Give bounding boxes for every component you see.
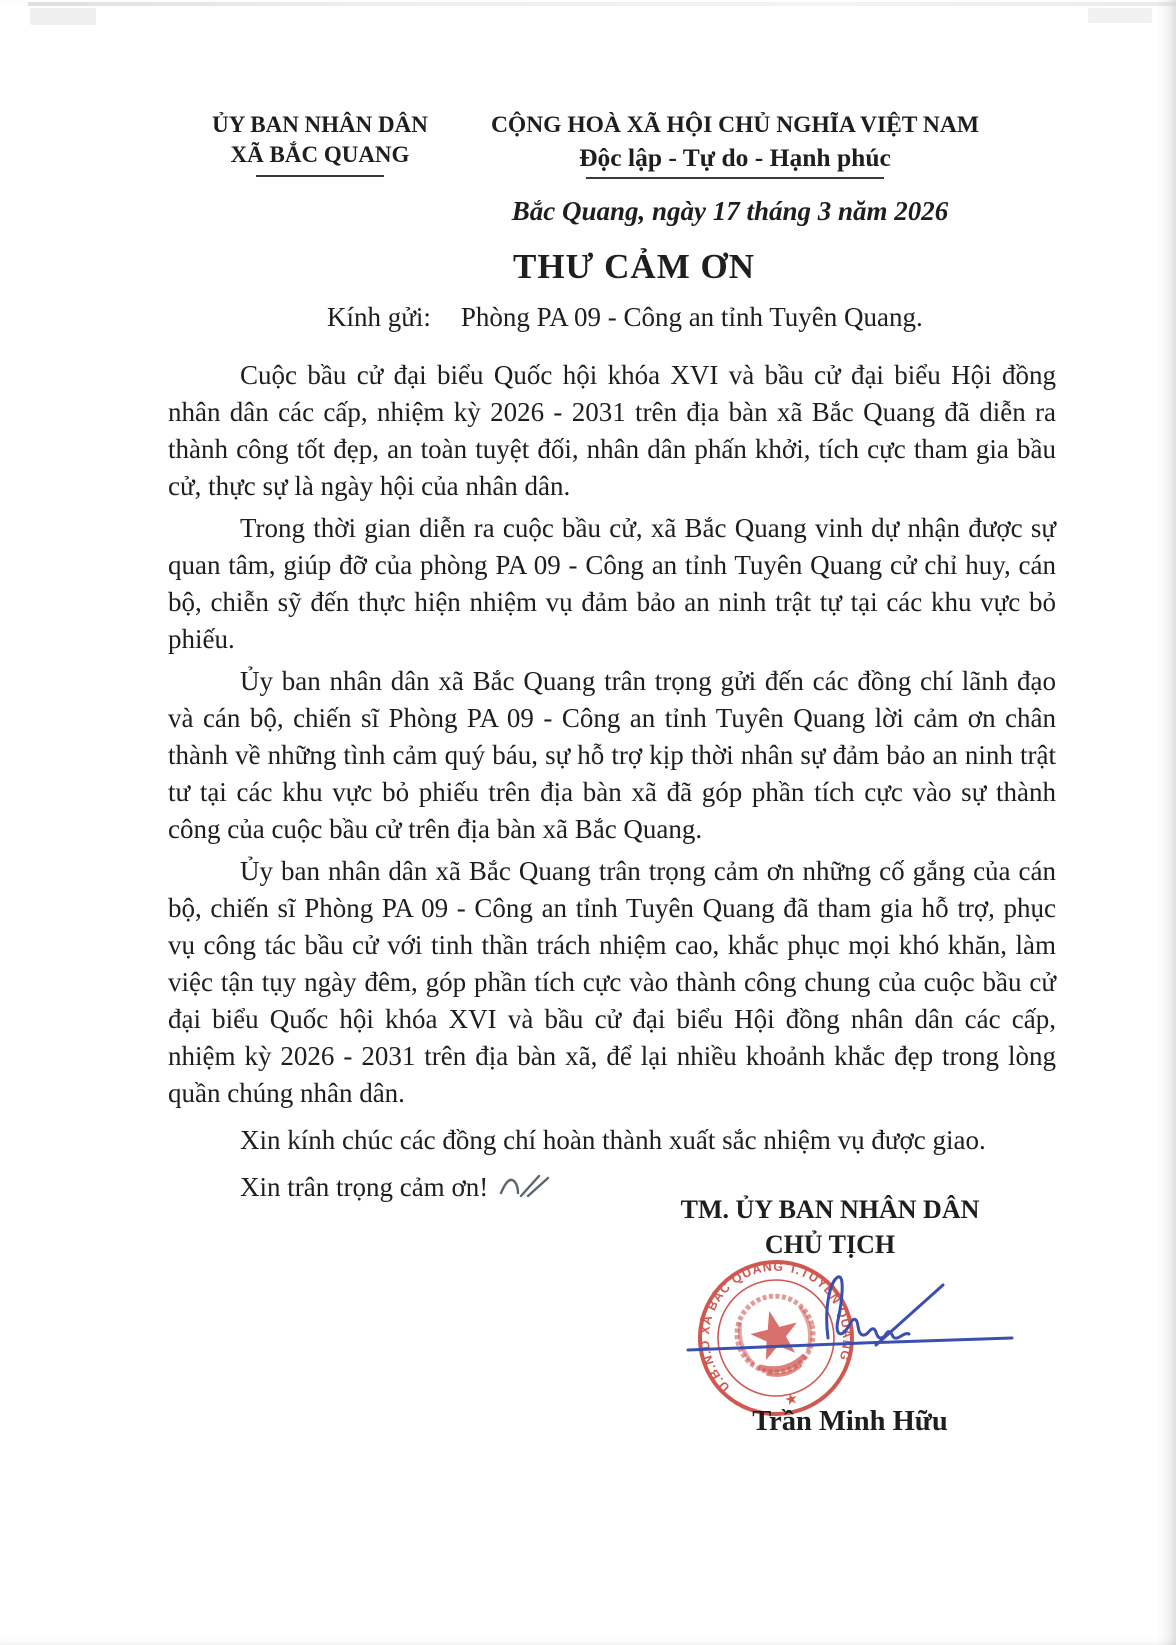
seal-ring-text: U.B.N.D XÃ BẮC QUANG T.TUYÊN QUANG — [697, 1259, 855, 1395]
national-motto-line2: Độc lập - Tự do - Hạnh phúc — [579, 143, 891, 172]
handwritten-mark — [496, 1172, 552, 1200]
issuing-authority-line1: ỦY BAN NHÂN DÂN — [212, 112, 428, 137]
salutation-label: Kính gửi: — [327, 302, 431, 332]
date-line: Bắc Quang, ngày 17 tháng 3 năm 2026 — [511, 196, 949, 226]
signer-position-line: CHỦ TỊCH — [764, 1230, 896, 1259]
signature-ink — [680, 1268, 1020, 1363]
letterhead — [0, 0, 1176, 179]
scan-artifact-top-line — [28, 2, 1176, 6]
signer-name: Trần Minh Hữu — [752, 1406, 948, 1437]
issuing-authority-line2: XÃ BẮC QUANG — [230, 142, 410, 167]
issuing-authority-block — [165, 110, 475, 179]
salutation-line — [327, 302, 1176, 333]
motto-underline — [586, 177, 884, 179]
page-title: THƯ CẢM ƠN — [512, 247, 755, 286]
scan-artifact-corner-left — [30, 8, 96, 25]
national-header-block — [475, 110, 995, 179]
scan-artifact-corner-right — [1088, 8, 1152, 23]
paragraph: Ủy ban nhân dân xã Bắc Quang trân trọng gửi đến các đồng chí lãnh đạo và cán bộ, chiến sĩ Phòng PA 09 - Công an tỉnh Tuyên Quang lời cảm ơn chân thành về những tình cảm quý báu, sự hỗ trợ kịp thời nhân sự đảm bảo an ninh trật tư tại các khu vực bỏ phiếu trên địa bàn xã đã góp phần tích cực vào sự thành công của cuộc bầu cử trên địa bàn xã Bắc Quang. — [168, 666, 1056, 844]
authority-underline — [256, 175, 384, 177]
signing-authority-line: TM. ỦY BAN NHÂN DÂN — [680, 1195, 980, 1224]
closing-thanks-text: Xin trân trọng cảm ơn! — [240, 1172, 489, 1202]
signature-title-block — [640, 1192, 1020, 1262]
national-motto-line1: CỘNG HOÀ XÃ HỘI CHỦ NGHĨA VIỆT NAM — [490, 112, 980, 138]
letter-body — [168, 357, 1056, 1206]
paragraph: Ủy ban nhân dân xã Bắc Quang trân trọng cảm ơn những cố gắng của cán bộ, chiến sĩ Phòng PA 09 - Công an tỉnh Tuyên Quang đã tham gia hỗ trợ, phục vụ công tác bầu cử với tinh thần trách nhiệm cao, khắc phục mọi khó khăn, làm việc tận tụy ngày đêm, góp phần tích cực vào thành công chung của cuộc bầu cử đại biểu Quốc hội khóa XVI và bầu cử đại biểu Hội đồng nhân dân các cấp, nhiệm kỳ 2026 - 2031 trên địa bàn xã, để lại nhiều khoảnh khắc đẹp trong lòng quần chúng nhân dân. — [168, 856, 1056, 1108]
scan-artifact-right-edge — [1156, 0, 1176, 1645]
seal-star-glyph: ★ — [783, 1390, 800, 1410]
paragraph: Cuộc bầu cử đại biểu Quốc hội khóa XVI và bầu cử đại biểu Hội đồng nhân dân các cấp, nhiệm kỳ 2026 - 2031 trên địa bàn xã Bắc Quang đã diễn ra thành công tốt đẹp, an toàn tuyệt đối, nhân dân phấn khởi, tích cực tham gia bầu cử, thực sự là ngày hội của nhân dân. — [168, 360, 1056, 501]
closing-wish-line: Xin kính chúc các đồng chí hoàn thành xuất sắc nhiệm vụ được giao. — [240, 1125, 986, 1155]
salutation-recipient: Phòng PA 09 - Công an tỉnh Tuyên Quang. — [460, 302, 923, 332]
paragraph: Trong thời gian diễn ra cuộc bầu cử, xã Bắc Quang vinh dự nhận được sự quan tâm, giúp đỡ của phòng PA 09 - Công an tỉnh Tuyên Quang cử chỉ huy, cán bộ, chiễn sỹ đến thực hiện nhiệm vụ đảm bảo an ninh trật tự tại các khu vực bỏ phiếu. — [168, 513, 1056, 654]
